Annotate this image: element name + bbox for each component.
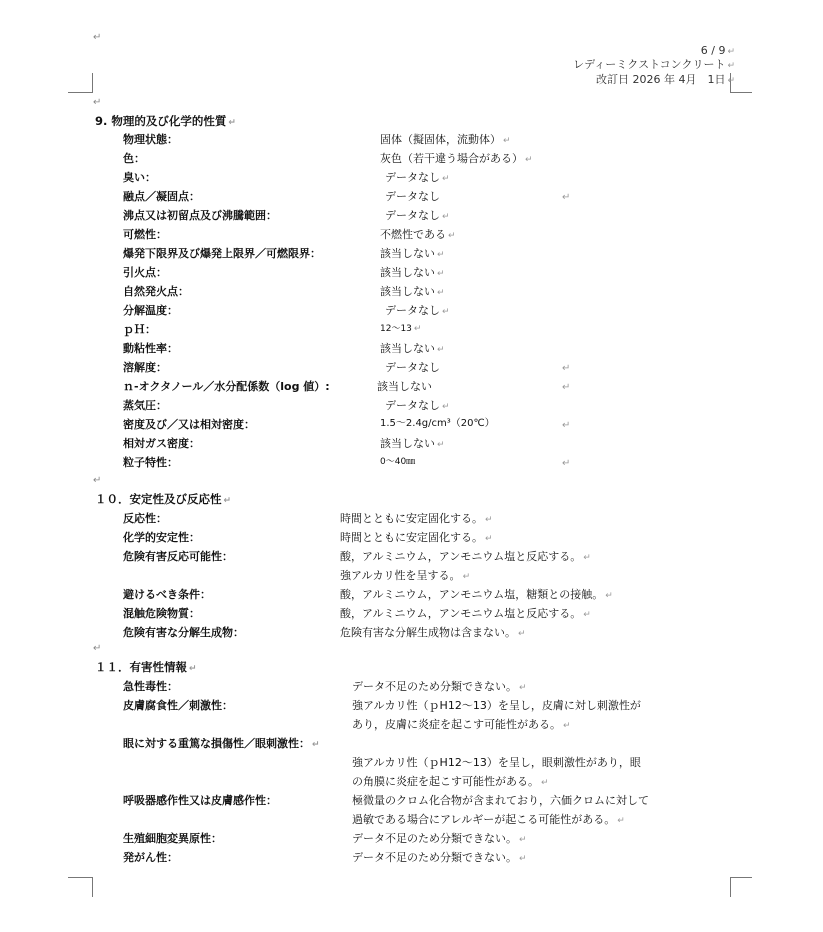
s9-label-boiling-point: 沸点又は初留点及び沸騰範囲：: [123, 209, 277, 222]
s9-label-partition-coefficient: ｎ-オクタノール／水分配係数（log 値）:: [123, 380, 330, 393]
s9-label-vapor-pressure: 蒸気圧：: [123, 399, 167, 412]
s11-value-mutagenicity: データ不足のため分類できない。 ↵: [352, 832, 527, 845]
crop-mark-top-right: [730, 92, 752, 93]
paragraph-mark: ↵: [93, 475, 102, 486]
s11-label-carcinogenicity: 発がん性：: [123, 851, 178, 864]
s10-label-hazardous-reactions: 危険有害反応可能性：: [123, 550, 233, 563]
crop-mark-top-left: [68, 92, 93, 93]
paragraph-mark: ↵: [562, 420, 571, 431]
s9-value-color: 灰色（若干違う場合がある） ↵: [380, 152, 533, 165]
crop-mark-bottom-right: [730, 877, 752, 878]
s11-value-sensitization-cont: 過敏である場合にアレルギーが起こる可能性がある。 ↵: [352, 813, 625, 826]
s11-value-skin-corrosion: 強アルカリ性（ｐH12～13）を呈し，皮膚に対し刺激性が: [352, 699, 641, 712]
s9-label-physical-state: 物理状態：: [123, 133, 178, 146]
s9-label-flammability: 可燃性：: [123, 228, 167, 241]
paragraph-mark: ↵: [562, 192, 571, 203]
paragraph-mark: ↵: [93, 643, 102, 654]
crop-mark-top-left: [92, 73, 93, 93]
s9-value-particle: 0～40㎜: [380, 457, 416, 467]
s9-value-vapor-pressure: データなし ↵: [385, 399, 450, 412]
paragraph-mark: ↵: [93, 97, 102, 108]
s9-label-viscosity: 動粘性率：: [123, 342, 178, 355]
s9-label-density: 密度及び／又は相対密度：: [123, 418, 255, 431]
paragraph-mark: ↵: [562, 363, 571, 374]
s11-value-eye-damage-cont: の角膜に炎症を起こす可能性がある。 ↵: [352, 775, 549, 788]
s11-value-acute-toxicity: データ不足のため分類できない。 ↵: [352, 680, 527, 693]
s9-value-density: 1.5～2.4g/cm³（20℃）: [380, 418, 495, 429]
s10-value-incompatible: 酸，アルミニウム，アンモニウム塩と反応する。 ↵: [340, 607, 591, 620]
s9-label-flash-point: 引火点：: [123, 266, 167, 279]
s10-label-incompatible: 混触危険物質：: [123, 607, 200, 620]
s9-label-particle: 粒子特性：: [123, 456, 178, 469]
s9-value-autoignition: 該当しない ↵: [380, 285, 445, 298]
s11-value-carcinogenicity: データ不足のため分類できない。 ↵: [352, 851, 527, 864]
paragraph-mark: ↵: [562, 458, 571, 469]
s10-value-decomposition-products: 危険有害な分解生成物は含まない。 ↵: [340, 626, 526, 639]
s9-value-explosion-limits: 該当しない ↵: [380, 247, 445, 260]
header-revision-date: 改訂日 2026 年 4月 1日 ↵: [595, 73, 735, 86]
s9-value-physical-state: 固体（擬固体，流動体） ↵: [380, 133, 511, 146]
header-page-number: 6 / 9 ↵: [700, 44, 735, 57]
s9-value-partition-coefficient: 該当しない: [377, 380, 432, 393]
section-9-title: 9. 物理的及び化学的性質 ↵: [95, 114, 236, 128]
s9-label-gas-density: 相対ガス密度：: [123, 437, 200, 450]
s11-label-sensitization: 呼吸器感作性又は皮膚感作性：: [123, 794, 277, 807]
s9-value-gas-density: 該当しない ↵: [380, 437, 445, 450]
s11-value-eye-damage: 強アルカリ性（ｐH12～13）を呈し，眼刺激性があり，眼: [352, 756, 641, 769]
s10-label-stability: 化学的安定性：: [123, 531, 200, 544]
s10-label-conditions-to-avoid: 避けるべき条件：: [123, 588, 211, 601]
s9-label-autoignition: 自然発火点：: [123, 285, 189, 298]
s9-label-odor: 臭い：: [123, 171, 156, 184]
s9-value-boiling-point: データなし ↵: [385, 209, 450, 222]
s9-value-melting-point: データなし: [385, 190, 440, 203]
s9-label-color: 色：: [123, 152, 145, 165]
s9-value-flash-point: 該当しない ↵: [380, 266, 445, 279]
paragraph-mark: ↵: [93, 32, 102, 43]
s9-value-odor: データなし ↵: [385, 171, 450, 184]
s10-value-hazardous-reactions-cont: 強アルカリ性を呈する。 ↵: [340, 569, 471, 582]
s10-label-reactivity: 反応性：: [123, 512, 167, 525]
s11-label-eye-damage: 眼に対する重篤な損傷性／眼刺激性： ↵: [123, 737, 320, 750]
s9-value-flammability: 不燃性である ↵: [380, 228, 456, 241]
s9-label-ph: ｐＨ：: [123, 323, 156, 336]
s10-value-reactivity: 時間とともに安定固化する。 ↵: [340, 512, 493, 525]
s9-value-decomposition: データなし ↵: [385, 304, 450, 317]
crop-mark-bottom-left: [68, 877, 93, 878]
s9-value-ph: 12～13 ↵: [380, 324, 422, 334]
s10-value-stability: 時間とともに安定固化する。 ↵: [340, 531, 493, 544]
s11-label-mutagenicity: 生殖細胞変異原性：: [123, 832, 222, 845]
s9-value-viscosity: 該当しない ↵: [380, 342, 445, 355]
paragraph-mark: ↵: [562, 382, 571, 393]
s9-label-explosion-limits: 爆発下限界及び爆発上限界／可燃限界：: [123, 247, 321, 260]
s9-value-solubility: データなし: [385, 361, 440, 374]
section-11-title: １１．有害性情報 ↵: [95, 660, 197, 674]
s11-label-skin-corrosion: 皮膚腐食性／刺激性：: [123, 699, 233, 712]
crop-mark-bottom-right: [730, 877, 731, 897]
s9-label-solubility: 溶解度：: [123, 361, 167, 374]
s11-value-sensitization: 極微量のクロム化合物が含まれており，六価クロムに対して: [352, 794, 649, 807]
s10-value-conditions-to-avoid: 酸，アルミニウム，アンモニウム塩，糖類との接触。 ↵: [340, 588, 613, 601]
s10-value-hazardous-reactions: 酸，アルミニウム，アンモニウム塩と反応する。 ↵: [340, 550, 591, 563]
s10-label-decomposition-products: 危険有害な分解生成物：: [123, 626, 244, 639]
s11-label-acute-toxicity: 急性毒性：: [123, 680, 178, 693]
crop-mark-bottom-left: [92, 877, 93, 897]
s11-value-skin-corrosion-cont: あり，皮膚に炎症を起こす可能性がある。 ↵: [352, 718, 571, 731]
header-product-name: レディーミクストコンクリート ↵: [573, 58, 735, 71]
s9-label-melting-point: 融点／凝固点：: [123, 190, 200, 203]
s9-label-decomposition: 分解温度：: [123, 304, 178, 317]
section-10-title: １０．安定性及び反応性 ↵: [95, 492, 232, 506]
